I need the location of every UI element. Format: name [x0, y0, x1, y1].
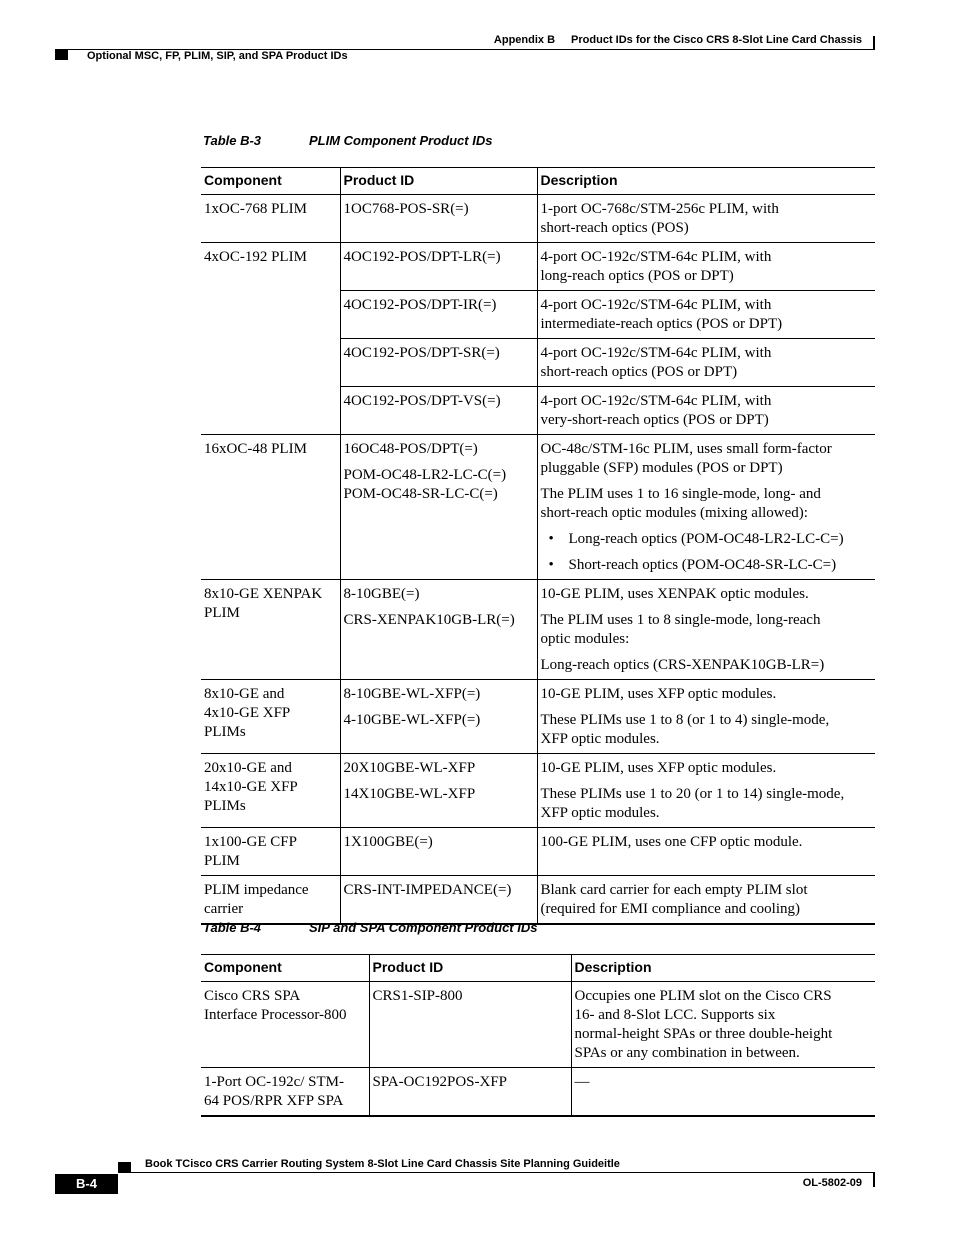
description-line: The PLIM uses 1 to 8 single-mode, long-reach: [540, 612, 821, 628]
component-cell: [201, 680, 340, 754]
description-line: These PLIMs use 1 to 8 (or 1 to 4) single-mode,: [540, 712, 830, 728]
component-text: 1-Port OC-192c/ STM-: [204, 1074, 344, 1090]
product-id-cell: [340, 754, 537, 828]
description-cell: [571, 1068, 875, 1117]
description-line: 4-port OC-192c/STM-64c PLIM, with: [540, 393, 772, 409]
description-line: normal-height SPAs or three double-height: [574, 1026, 833, 1042]
component-text: 1xOC-768 PLIM: [204, 201, 307, 217]
product-id-text: 4OC192-POS/DPT-LR(=): [343, 249, 501, 265]
table-row: [201, 435, 875, 580]
product-id-text: 1X100GBE(=): [343, 834, 433, 850]
product-id-text: 4OC192-POS/DPT-SR(=): [343, 345, 500, 361]
component-cell: [201, 387, 340, 435]
component-cell: [201, 982, 369, 1068]
table-row: [201, 754, 875, 828]
product-id-cell: [340, 828, 537, 876]
description-paragraph: [541, 711, 873, 749]
chapter-title: Product IDs for the Cisco CRS 8-Slot Line Card Chassis: [571, 34, 862, 46]
description-cell: [537, 435, 875, 580]
column-header-product-id: Product ID: [340, 168, 537, 195]
component-cell: [201, 339, 340, 387]
description-line: pluggable (SFP) modules (POS or DPT): [540, 460, 783, 476]
table-b3: [201, 167, 875, 925]
description-line: long-reach optics (POS or DPT): [540, 268, 734, 284]
book-title: Book TCisco CRS Carrier Routing System 8-Slot Line Card Chassis Site Planning Guideitle: [145, 1158, 620, 1170]
component-text: 1x100-GE CFP: [204, 834, 297, 850]
description-paragraph: [575, 1073, 873, 1092]
description-line: OC-48c/STM-16c PLIM, uses small form-factor: [540, 441, 832, 457]
description-paragraph: [541, 485, 873, 523]
component-text: 8x10-GE and: [204, 686, 285, 702]
description-paragraph: [541, 248, 873, 286]
description-line: XFP optic modules.: [540, 731, 660, 747]
component-cell: [201, 1068, 369, 1117]
product-id-cell: [340, 195, 537, 243]
component-text: PLIMs: [204, 724, 246, 740]
description-line: —: [574, 1074, 590, 1090]
product-id-cell: [340, 243, 537, 291]
table-row: [201, 876, 875, 925]
description-cell: [537, 828, 875, 876]
description-paragraph: [541, 759, 873, 778]
column-header-product-id: Product ID: [369, 955, 571, 982]
description-cell: [537, 876, 875, 925]
component-cell: [201, 580, 340, 680]
table-header-row: [201, 168, 875, 195]
component-cell: [201, 828, 340, 876]
description-line: optic modules:: [540, 631, 630, 647]
description-line: Long-reach optics (CRS-XENPAK10GB-LR=): [540, 657, 825, 673]
description-paragraph: [541, 392, 873, 430]
product-id-cell: [340, 387, 537, 435]
description-cell: [537, 243, 875, 291]
product-id-cell: [340, 680, 537, 754]
component-text: carrier: [204, 901, 244, 917]
description-paragraph: [541, 685, 873, 704]
component-text: Interface Processor-800: [204, 1007, 347, 1023]
description-line: SPAs or any combination in between.: [574, 1045, 800, 1061]
description-paragraph: [541, 656, 873, 675]
component-text: Cisco CRS SPA: [204, 988, 301, 1004]
description-paragraph: [541, 200, 873, 238]
table-row: [201, 339, 875, 387]
bullet-item: • Long-reach optics (POM-OC48-LR2-LC-C=): [541, 530, 873, 549]
footer-rule: [118, 1172, 875, 1173]
component-text: PLIM: [204, 853, 240, 869]
product-id-text: 1OC768-POS-SR(=): [343, 201, 469, 217]
product-id-text: POM-OC48-LR2-LC-C(=) POM-OC48-SR-LC-C(=): [343, 467, 507, 502]
description-line: 16- and 8-Slot LCC. Supports six: [574, 1007, 776, 1023]
description-paragraph: [541, 785, 873, 823]
description-line: Occupies one PLIM slot on the Cisco CRS: [574, 988, 832, 1004]
table-row: [201, 680, 875, 754]
description-cell: [537, 580, 875, 680]
component-text: 16xOC-48 PLIM: [204, 441, 307, 457]
description-cell: [537, 387, 875, 435]
component-text: PLIMs: [204, 798, 246, 814]
description-cell: [537, 339, 875, 387]
product-id-text: 8-10GBE(=): [343, 586, 420, 602]
product-id-text: 4-10GBE-WL-XFP(=): [343, 712, 481, 728]
product-id-text: 16OC48-POS/DPT(=): [343, 441, 478, 457]
description-line: Blank card carrier for each empty PLIM slot: [540, 882, 808, 898]
description-paragraph: [541, 296, 873, 334]
product-id-text: 4OC192-POS/DPT-VS(=): [343, 393, 501, 409]
component-cell: [201, 754, 340, 828]
product-id-text: SPA-OC192POS-XFP: [372, 1074, 508, 1090]
product-id-text: 20X10GBE-WL-XFP: [343, 760, 476, 776]
column-header-component: Component: [201, 955, 369, 982]
description-line: 10-GE PLIM, uses XFP optic modules.: [540, 760, 777, 776]
component-text: 14x10-GE XFP: [204, 779, 298, 795]
component-cell: [201, 291, 340, 339]
component-cell: [201, 435, 340, 580]
description-line: (required for EMI compliance and cooling): [540, 901, 800, 917]
description-line: 4-port OC-192c/STM-64c PLIM, with: [540, 249, 772, 265]
column-header-description: Description: [571, 955, 875, 982]
product-id-cell: [340, 876, 537, 925]
product-id-text: 4OC192-POS/DPT-IR(=): [343, 297, 497, 313]
description-line: 1-port OC-768c/STM-256c PLIM, with: [540, 201, 779, 217]
description-cell: [571, 982, 875, 1068]
table-b4: [201, 954, 875, 1117]
product-id-cell: [369, 982, 571, 1068]
page-number: B-4: [55, 1174, 118, 1194]
section-title: Optional MSC, FP, PLIM, SIP, and SPA Product IDs: [87, 50, 348, 62]
product-id-text: 8-10GBE-WL-XFP(=): [343, 686, 481, 702]
description-paragraph: [541, 585, 873, 604]
table-row: [201, 1068, 875, 1117]
product-id-text: CRS1-SIP-800: [372, 988, 463, 1004]
product-id-cell: [340, 291, 537, 339]
description-paragraph: [541, 833, 873, 852]
column-header-description: Description: [537, 168, 875, 195]
description-line: XFP optic modules.: [540, 805, 660, 821]
product-id-cell: [340, 339, 537, 387]
product-id-text: CRS-XENPAK10GB-LR(=): [343, 612, 515, 628]
table-row: [201, 243, 875, 291]
description-cell: [537, 195, 875, 243]
document-number: OL-5802-09: [802, 1177, 862, 1189]
component-cell: [201, 243, 340, 291]
component-text: 8x10-GE XENPAK: [204, 586, 323, 602]
description-cell: [537, 291, 875, 339]
description-line: 10-GE PLIM, uses XENPAK optic modules.: [540, 586, 809, 602]
component-text: 4xOC-192 PLIM: [204, 249, 307, 265]
table-header-row: [201, 955, 875, 982]
product-id-cell: [340, 580, 537, 680]
component-text: 20x10-GE and: [204, 760, 292, 776]
table-b3-number: Table B-3: [203, 133, 262, 148]
description-paragraph: [541, 344, 873, 382]
description-cell: [537, 754, 875, 828]
description-line: These PLIMs use 1 to 20 (or 1 to 14) single-mode,: [540, 786, 845, 802]
description-line: short-reach optics (POS or DPT): [540, 364, 738, 380]
description-line: 4-port OC-192c/STM-64c PLIM, with: [540, 297, 772, 313]
description-paragraph: [541, 440, 873, 478]
component-text: 64 POS/RPR XFP SPA: [204, 1093, 344, 1109]
product-id-cell: [369, 1068, 571, 1117]
component-text: 4x10-GE XFP: [204, 705, 291, 721]
product-id-text: 14X10GBE-WL-XFP: [343, 786, 476, 802]
table-row: [201, 580, 875, 680]
table-b3-caption: [203, 133, 492, 148]
footer-bar-marker: [873, 1173, 875, 1187]
description-line: very-short-reach optics (POS or DPT): [540, 412, 769, 428]
description-paragraph: [541, 611, 873, 649]
table-row: [201, 291, 875, 339]
table-b3-title: PLIM Component Product IDs: [309, 133, 493, 148]
description-line: short-reach optic modules (mixing allowed):: [540, 505, 808, 521]
header-square-marker: [55, 50, 68, 60]
description-paragraph: [575, 987, 873, 1063]
component-text: PLIM impedance: [204, 882, 309, 898]
table-b4-caption: [203, 920, 537, 935]
description-line: 4-port OC-192c/STM-64c PLIM, with: [540, 345, 772, 361]
description-line: The PLIM uses 1 to 16 single-mode, long- and: [540, 486, 821, 502]
product-id-text: CRS-INT-IMPEDANCE(=): [343, 882, 512, 898]
description-cell: [537, 680, 875, 754]
table-row: [201, 195, 875, 243]
column-header-component: Component: [201, 168, 340, 195]
bullet-item: • Short-reach optics (POM-OC48-SR-LC-C=): [541, 556, 873, 575]
component-cell: [201, 195, 340, 243]
running-header: [494, 34, 862, 46]
table-row: [201, 387, 875, 435]
description-paragraph: [541, 881, 873, 919]
table-row: [201, 982, 875, 1068]
appendix-label: Appendix B: [493, 34, 556, 46]
table-b4-title: SIP and SPA Component Product IDs: [309, 920, 538, 935]
description-line: 100-GE PLIM, uses one CFP optic module.: [540, 834, 803, 850]
product-id-cell: [340, 435, 537, 580]
table-b4-number: Table B-4: [203, 920, 262, 935]
component-cell: [201, 876, 340, 925]
description-line: 10-GE PLIM, uses XFP optic modules.: [540, 686, 777, 702]
component-text: PLIM: [204, 605, 240, 621]
description-line: short-reach optics (POS): [540, 220, 689, 236]
table-row: [201, 828, 875, 876]
description-line: intermediate-reach optics (POS or DPT): [540, 316, 783, 332]
header-bar-marker: [873, 36, 875, 50]
